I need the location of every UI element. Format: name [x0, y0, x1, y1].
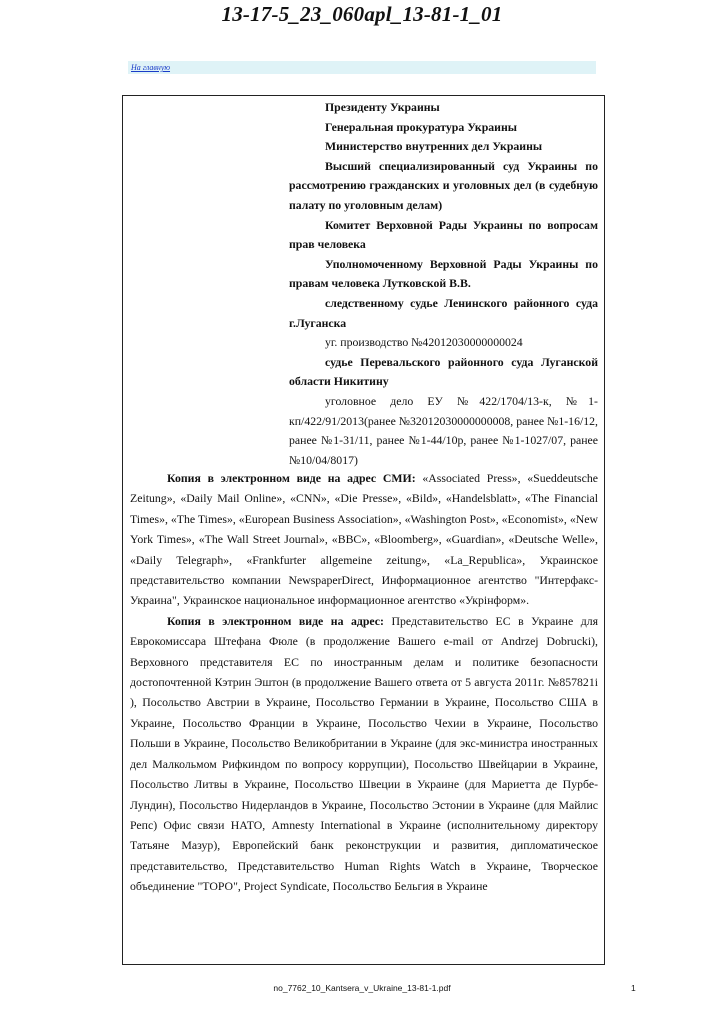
addressee-item	[289, 118, 598, 138]
document-title: 13-17-5_23_060apl_13-81-1_01	[221, 2, 503, 26]
copies-media-label: Копия в электронном виде на адрес СМИ:	[167, 471, 416, 485]
addressee-item	[289, 294, 598, 333]
home-link[interactable]: На главную	[131, 63, 171, 72]
copies-media-text: «Associated Press», «Sueddeutsche Zeitung», «Daily Mail Online», «CNN», «Die Presse», «Bild», «Handelsblatt», «The Financial Times», «The Times», «European Business Association», «Washington Post», «Economist», «New York Times», «The Wall Street Journal», «BBC», «Bloomberg», «Guardian», «Deutsche Welle», «Daily Telegraph», «Frankfurter allgemeine zeitung», «La_Republica», Украинское представительство компании NewspaperDirect, Информационное агентство "Интерфакс-Украина", Украинское национальное информационное агентство «Укрінформ».	[130, 471, 598, 608]
addressee-item	[289, 157, 598, 216]
copies-institutions-text: Представительство ЕС в Украине для Еврокомиссара Штефана Фюле (в продолжение Вашего e-mail от Andrzej Dobrucki), Верховного представителя ЕС по иностранным делам и политике безопасности достопочтенной Кэтрин Эштон (в продолжение Вашего ответа от 5 августа 2011г. №857821i ), Посольство Австрии в Украине, Посольство Германии в Украине, Посольство США в Украине, Посольство Франции в Украине, Посольство Чехии в Украине, Посольство Польши в Украине, Посольство Великобритании в Украине (для экс-министра иностранных дел Малкольмом Рифкиндом по вопросу коррупции), Посольство Швейцарии в Украине, Посольство Литвы в Украине, Посольство Швеции в Украине (для Мариетта де Пурбе-Лундин), Посольство Нидерландов в Украине, Посольство Эстонии в Украине (для Майлис Репс) Офис связи НАТО, Amnesty International в Украине (исполнительному директору Татьяне Мазур), Европейский банк реконструкции и развития, дипломатическое представительство, Представительство Human Rights Watch в Украине, Творческое объединение "ТОРО", Project Syndicate, Посольство Бельгия в Украине	[130, 613, 599, 894]
addressee-item	[289, 216, 598, 255]
addressee-item	[289, 333, 598, 353]
addressee-text: уг. производство №42012030000000024	[325, 335, 523, 350]
addressee-text: уголовное дело ЕУ №422/1704/13-к, №1-кп/422/91/2013(ранее №32012030000000008, ранее №1-16/12, ранее №1-31/11, ранее №1-44/10р, ранее №1-1027/07, ранее №10/04/8017)	[289, 393, 598, 467]
addressee-text: судье Перевальского районного суда Луганской области Никитину	[289, 354, 598, 389]
copies-media-paragraph	[130, 468, 598, 611]
addressee-item	[289, 137, 598, 157]
addressee-item	[289, 255, 598, 294]
addressee-text: следственному судье Ленинского районного суда г.Луганска	[289, 295, 598, 330]
addressee-text: Комитет Верховной Рады Украины по вопросам прав человека	[289, 217, 598, 252]
copies-section	[130, 468, 598, 897]
addressee-text: Министерство внутренних дел Украины	[325, 139, 543, 154]
addressee-text: Уполномоченному Верховной Рады Украины по правам человека Лутковской В.В.	[289, 256, 598, 291]
addressee-text: Президенту Украины	[325, 100, 440, 114]
footer-page-number: 1	[631, 983, 636, 993]
footer-filename: no_7762_10_Kantsera_v_Ukraine_13-81-1.pdf	[273, 983, 451, 993]
addressee-list	[289, 98, 598, 470]
addressee-text: Генеральная прокуратура Украины	[325, 119, 517, 134]
navigation-bar	[128, 61, 596, 74]
addressee-item	[289, 98, 598, 118]
copies-institutions-paragraph	[130, 611, 598, 897]
addressee-item	[289, 353, 598, 392]
addressee-item	[289, 392, 598, 470]
addressee-text: Высший специализированный суд Украины по рассмотрению гражданских и уголовных дел (в судебную палату по уголовным делам)	[289, 158, 598, 212]
copies-institutions-label: Копия в электронном виде на адрес:	[167, 613, 384, 628]
